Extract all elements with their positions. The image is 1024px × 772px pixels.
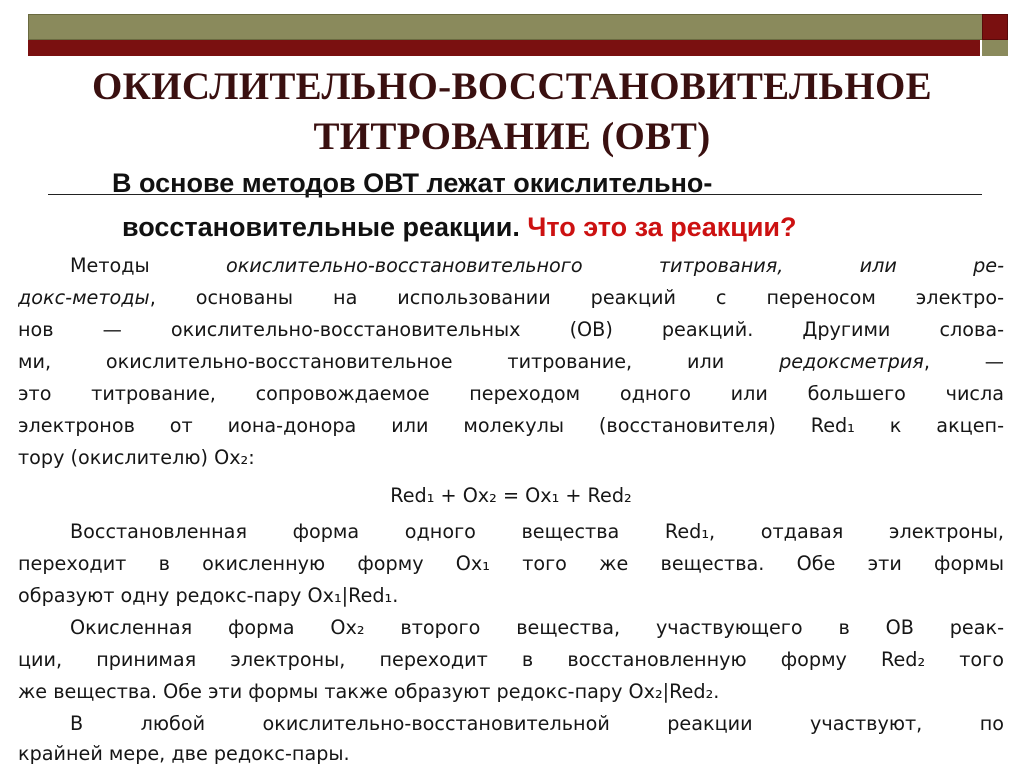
header-bar-olive xyxy=(28,14,1008,40)
intro-line-2 xyxy=(122,208,922,246)
text-run: , основаны на использовании реакций с переносом электро- xyxy=(149,286,1004,309)
equation: Red₁ + Ox₂ = Ox₁ + Red₂ xyxy=(390,484,632,507)
intro-underline xyxy=(48,194,982,195)
text-line: Восстановленная форма одного вещества Red₁, отдавая электроны, xyxy=(70,520,1004,543)
text-line: образуют одну редокс-пару Ox₁|Red₁. xyxy=(18,584,399,607)
slide-title xyxy=(40,62,984,162)
text-line: же вещества. Обе эти формы также образуют редокс-пару Ox₂|Red₂. xyxy=(18,680,720,703)
text-run-italic: докс-методы xyxy=(18,286,150,309)
corner-square-olive xyxy=(982,40,1008,56)
text-run: Методы xyxy=(70,254,226,277)
text-run-italic: редоксметрия xyxy=(779,350,924,373)
text-line: это титрование, сопровождаемое переходом одного или большего числа xyxy=(18,382,1004,405)
text-line: электронов от иона-донора или молекулы (восстановителя) Red₁ к акцеп- xyxy=(18,414,1004,437)
text-run: , — xyxy=(923,350,1004,373)
title-line-2: ТИТРОВАНИЕ (ОВТ) xyxy=(313,115,711,158)
corner-square-red xyxy=(982,14,1008,40)
text-run-italic: окислительно-восстановительного титрования, или ре- xyxy=(225,254,1004,277)
text-run: ми, окислительно-восстановительное титрование, или xyxy=(18,350,780,373)
text-line xyxy=(18,282,1004,316)
text-line: нов — окислительно-восстановительных (ОВ) реакций. Другими слова- xyxy=(18,318,1004,341)
text-line: тору (окислителю) Ox₂: xyxy=(18,446,255,469)
text-line: ции, принимая электроны, переходит в восстановленную форму Red₂ того xyxy=(18,648,1004,671)
text-line: В любой окислительно-восстановительной реакции участвуют, по xyxy=(70,712,1004,735)
intro-line-2-text: восстановительные реакции. xyxy=(122,212,528,242)
text-line xyxy=(18,346,1004,380)
title-line-1: ОКИСЛИТЕЛЬНО-ВОССТАНОВИТЕЛЬНОЕ xyxy=(92,65,932,108)
intro-question: Что это за реакции? xyxy=(527,212,797,242)
text-line: крайней мере, две редокс-пары. xyxy=(18,742,350,765)
text-line: Окисленная форма Ox₂ второго вещества, участвующего в ОВ реак- xyxy=(70,616,1004,639)
text-line: переходит в окисленную форму Ox₁ того же вещества. Обе эти формы xyxy=(18,552,1004,575)
header-bar-red xyxy=(28,40,980,56)
intro-line-1: В основе методов ОВТ лежат окислительно- xyxy=(112,168,713,198)
text-line xyxy=(18,250,1004,284)
